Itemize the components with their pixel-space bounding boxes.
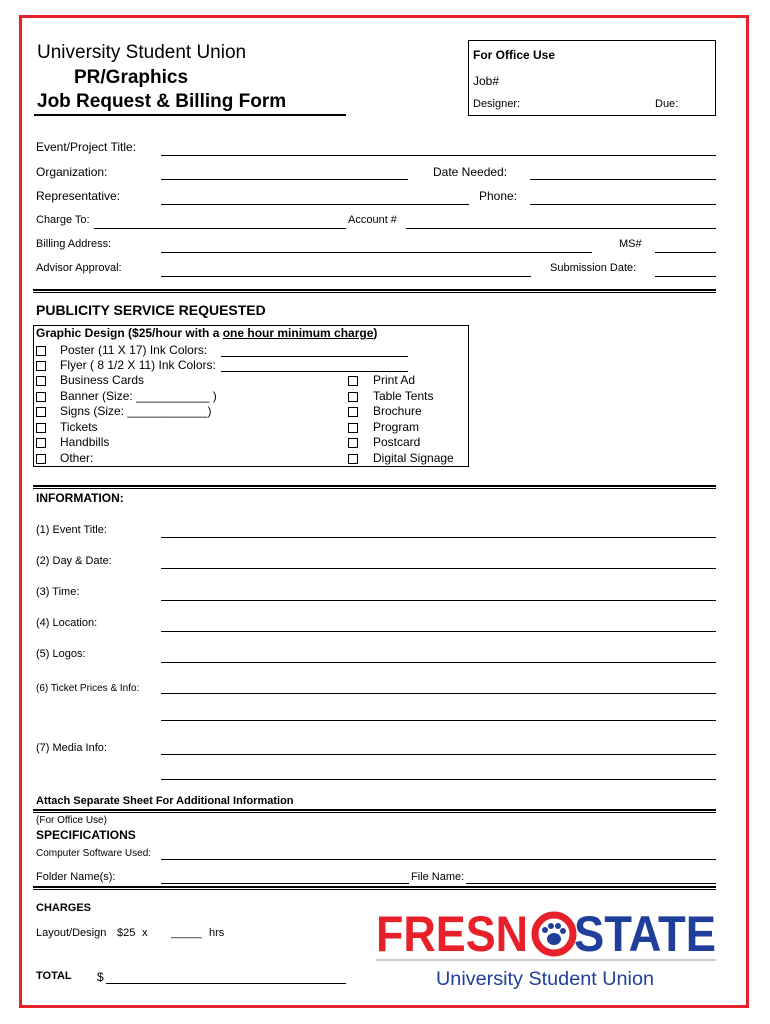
graphic-item-label: Print Ad: [373, 373, 416, 387]
info-logos-field[interactable]: [161, 662, 716, 663]
attach-note: Attach Separate Sheet For Additional Information: [36, 795, 294, 807]
checkbox[interactable]: [36, 346, 46, 356]
flyer-ink-colors-field[interactable]: [221, 371, 408, 372]
checkbox[interactable]: [348, 454, 358, 464]
logo-wordmark-left: FRESN: [376, 906, 528, 962]
specifications-heading: SPECIFICATIONS: [36, 828, 136, 842]
representative-label: Representative:: [36, 189, 121, 203]
graphic-item-label: Business Cards: [60, 373, 145, 387]
advisor-approval-label: Advisor Approval:: [36, 262, 122, 274]
info-media-label: (7) Media Info:: [36, 742, 107, 754]
layout-rate: $25: [117, 927, 136, 939]
office-use-box: [468, 40, 716, 116]
header-department: PR/Graphics: [74, 67, 189, 88]
checkbox[interactable]: [36, 392, 46, 402]
section-divider: [33, 809, 716, 813]
software-field[interactable]: [161, 859, 716, 860]
software-label: Computer Software Used:: [36, 848, 152, 859]
information-heading: INFORMATION:: [36, 491, 124, 505]
section-divider: [33, 289, 716, 293]
info-event-title-field[interactable]: [161, 537, 716, 538]
info-location-field[interactable]: [161, 631, 716, 632]
file-name-field[interactable]: [466, 883, 716, 884]
checkbox[interactable]: [348, 423, 358, 433]
office-use-designer: Designer:: [473, 98, 521, 110]
charge-to-field[interactable]: [94, 228, 346, 229]
graphic-item-label: Poster (11 X 17) Ink Colors:: [60, 343, 208, 357]
checkbox[interactable]: [348, 392, 358, 402]
organization-field[interactable]: [161, 179, 408, 180]
info-media-field-2[interactable]: [161, 779, 716, 780]
logo-wordmark-right: STATE: [574, 906, 716, 962]
layout-design-label: Layout/Design: [36, 927, 107, 939]
total-field[interactable]: [106, 983, 346, 984]
checkbox[interactable]: [36, 407, 46, 417]
info-logos-label: (5) Logos:: [36, 648, 86, 660]
office-use-job: Job#: [473, 74, 500, 88]
graphic-item-label: Postcard: [373, 435, 421, 449]
section-divider: [33, 886, 716, 890]
graphic-item-label: Banner (Size: ___________ ): [60, 389, 217, 403]
checkbox[interactable]: [36, 376, 46, 386]
graphic-item-label: Digital Signage: [373, 451, 454, 465]
representative-field[interactable]: [161, 204, 469, 205]
charge-to-label: Charge To:: [36, 214, 90, 226]
total-dollar-sign: $: [97, 970, 104, 984]
advisor-approval-field[interactable]: [161, 276, 531, 277]
phone-field[interactable]: [530, 204, 716, 205]
info-ticket-prices-label: (6) Ticket Prices & Info:: [36, 683, 140, 694]
event-project-title-field[interactable]: [161, 155, 716, 156]
account-label: Account #: [348, 214, 397, 226]
info-time-label: (3) Time:: [36, 586, 80, 598]
date-needed-label: Date Needed:: [433, 165, 508, 179]
checkbox[interactable]: [348, 407, 358, 417]
graphic-item-label: Tickets: [60, 420, 98, 434]
billing-address-field[interactable]: [161, 252, 592, 253]
folder-field[interactable]: [161, 883, 409, 884]
publicity-heading: PUBLICITY SERVICE REQUESTED: [36, 302, 266, 318]
hours-field[interactable]: _____: [171, 927, 202, 939]
header-org: University Student Union: [37, 42, 247, 63]
ms-field[interactable]: [655, 252, 716, 253]
billing-address-label: Billing Address:: [36, 238, 112, 250]
organization-label: Organization:: [36, 165, 108, 179]
submission-date-field[interactable]: [655, 276, 716, 277]
paw-icon: [542, 923, 566, 945]
ms-label: MS#: [619, 238, 642, 250]
logo-subtitle: University Student Union: [436, 969, 654, 990]
submission-date-label: Submission Date:: [550, 262, 637, 274]
checkbox[interactable]: [36, 454, 46, 464]
fresno-state-logo-graphic: [374, 903, 718, 993]
checkbox[interactable]: [36, 361, 46, 371]
phone-label: Phone:: [479, 189, 518, 203]
graphic-item-label: Handbills: [60, 435, 110, 449]
graphic-item-label: Program: [373, 420, 420, 434]
graphic-item-label: Signs (Size: ____________): [60, 404, 212, 418]
info-day-date-field[interactable]: [161, 568, 716, 569]
checkbox[interactable]: [36, 438, 46, 448]
info-location-label: (4) Location:: [36, 617, 98, 629]
checkbox[interactable]: [36, 423, 46, 433]
info-time-field[interactable]: [161, 600, 716, 601]
info-media-field[interactable]: [161, 754, 716, 755]
header-form-title: Job Request & Billing Form: [37, 91, 287, 112]
info-ticket-prices-field-2[interactable]: [161, 720, 716, 721]
event-project-title-label: Event/Project Title:: [36, 140, 137, 154]
folder-label: Folder Name(s):: [36, 871, 116, 883]
hours-label: hrs: [209, 927, 225, 939]
fresno-state-logo: [374, 903, 718, 993]
date-needed-field[interactable]: [530, 179, 716, 180]
file-name-label: File Name:: [411, 871, 465, 883]
office-use-title: For Office Use: [473, 48, 556, 62]
total-label: TOTAL: [36, 970, 72, 982]
account-field[interactable]: [406, 228, 716, 229]
charges-heading: CHARGES: [36, 902, 92, 914]
section-divider: [33, 485, 716, 489]
poster-ink-colors-field[interactable]: [221, 356, 408, 357]
info-event-title-label: (1) Event Title:: [36, 524, 107, 536]
layout-times: x: [142, 927, 148, 939]
graphic-item-label: Flyer ( 8 1/2 X 11) Ink Colors:: [60, 358, 216, 372]
info-ticket-prices-field[interactable]: [161, 693, 716, 694]
header-underline: [34, 114, 346, 116]
for-office-use-note: (For Office Use): [36, 815, 107, 826]
office-use-due: Due:: [655, 98, 679, 110]
checkbox[interactable]: [348, 376, 358, 386]
info-day-date-label: (2) Day & Date:: [36, 555, 112, 567]
graphic-item-label: Other:: [60, 451, 94, 465]
graphic-item-label: Table Tents: [373, 389, 434, 403]
checkbox[interactable]: [348, 438, 358, 448]
graphic-design-title: Graphic Design ($25/hour with a one hour minimum charge): [36, 326, 378, 340]
graphic-item-label: Brochure: [373, 404, 422, 418]
